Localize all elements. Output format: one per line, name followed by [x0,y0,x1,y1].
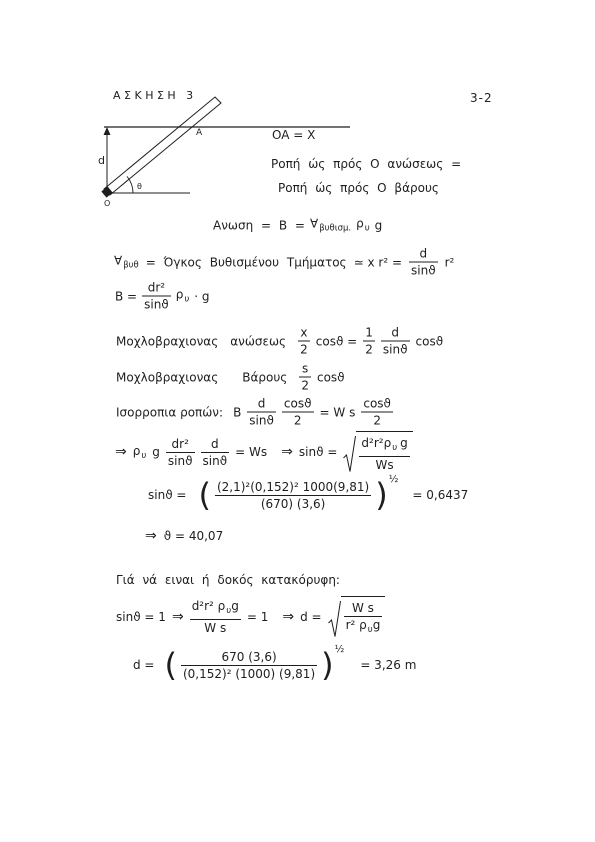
submerged-volume-symbol [310,217,351,234]
exercise-title: ΑΣΚΗΣΗ 3 [113,89,197,102]
depth-result [133,645,416,685]
fraction [247,397,276,428]
radical-sign-icon [328,600,341,638]
exponent: ½ [334,644,345,655]
implies-arrow-icon: ⇒ [115,444,127,460]
numerator: d [257,396,266,411]
lever-arm-label: Μοχλοβραχιονας [116,334,219,348]
fraction [166,437,195,468]
radicand [356,431,412,473]
rho-symbol: ρ [175,287,184,302]
submerged-volume-symbol [114,254,139,271]
fraction [201,437,230,468]
numerator [190,599,241,619]
submerged-volume-definition [114,247,454,278]
equation-text: d = [133,658,155,672]
gravity-symbol: g [231,599,239,613]
moment-statement-line-2 [278,181,439,195]
radical-sign-icon [343,435,356,473]
subscript: υ [184,294,190,305]
implies-arrow-icon: ⇒ [145,528,157,544]
gravity-symbol: g [372,618,381,632]
fraction [299,362,311,393]
fraction [361,397,393,428]
fraction [409,247,438,278]
denominator: sinϑ [411,263,436,278]
subscript: υ [226,606,232,616]
lever-arm-label: ανώσεως [230,334,287,348]
equation-text: Ανωση = B = [213,218,305,232]
equation-text: sinϑ = 1 [116,610,166,624]
left-paren: ( [164,646,177,684]
fraction [215,480,371,511]
denominator: W s [190,619,241,635]
subscript: υ [364,223,370,234]
angle-result [145,528,223,544]
denominator: (670) (3,6) [215,495,371,511]
numerator: cosϑ [363,396,391,411]
numerator-text: d²r² ρ [191,599,226,613]
denominator: 2 [361,412,393,428]
beam [104,97,221,195]
fraction [142,281,171,312]
denominator: 2 [300,342,308,357]
fraction [344,601,383,637]
gravity-symbol: g [152,445,160,459]
equation-text: · g [194,289,210,303]
vertical-equation [116,596,385,638]
numerator: d [419,246,428,261]
implies-arrow-icon: ⇒ [171,609,184,625]
square-root [328,596,386,638]
equation-text: = Ws [235,445,268,459]
numerator: d [391,325,400,340]
buoyancy-definition [213,217,382,234]
left-paren: ( [198,476,211,514]
moment-statement-line-1 [271,157,461,171]
moment-statement-text: Ροπή ώς πρός Ο βάρους [278,181,439,195]
lever-arm-buoyancy [116,326,443,357]
label-theta: θ [137,182,142,191]
oa-definition [272,128,315,142]
fraction [359,436,409,472]
square-root [343,431,412,473]
right-paren: ) [375,476,388,514]
equation-text: = Όγκος Βυθισμένου Τμήματος [145,255,347,269]
depth-arrowhead-icon [104,127,111,135]
gravity-symbol: g [400,436,408,450]
numerator: x [300,325,308,340]
equation-text: cosϑ = [315,334,358,348]
label-a: A [196,128,203,138]
denominator: sinϑ [249,413,274,428]
page-number: 3-2 [470,91,493,105]
fraction [282,397,314,428]
denominator: 2 [365,342,373,357]
equation-text: r² [444,255,455,269]
subscript: υ [392,443,398,453]
subscript: υ [141,450,147,461]
numerator: dr² [171,436,189,451]
equation-text: = W s [319,405,356,419]
water-density-symbol [176,288,190,305]
denominator-text: r² ρ [345,618,367,632]
right-paren: ) [321,646,334,684]
denominator: sinϑ [167,453,193,468]
denominator: 2 [301,378,309,393]
label-o: O [104,199,111,208]
numerator: W s [351,601,374,615]
volume-symbol: ∀ [309,216,319,231]
condition-text: Γιά νά ειναι ή δοκός κατακόρυφη: [116,573,340,587]
numerator: 1 [365,325,373,340]
fraction [381,326,410,357]
equation-text: cosϑ [316,370,345,384]
denominator: (0,152)² (1000) (9,81) [182,666,316,681]
result-value: = 0,6437 [412,488,469,502]
sin-theta-numeric [148,475,468,515]
denominator: sinϑ [382,342,408,357]
subscript: βυθ [123,260,139,271]
radicand [341,596,386,638]
subscript: υ [367,625,373,635]
moment-statement-text: Ροπή ώς πρός Ο ανώσεως = [271,157,462,171]
fraction [181,650,317,681]
equation-text: cosϑ [415,334,444,348]
label-d: d [98,154,105,167]
equation-text: sinϑ = [298,445,338,459]
exponent: ½ [388,474,399,485]
rho-symbol: ρ [132,443,141,458]
implies-arrow-icon: ⇒ [282,609,295,625]
equation-text: sinϑ = [148,488,187,502]
buoyancy-symbol: B [233,405,242,419]
fraction [363,326,375,357]
denominator: 2 [282,412,314,428]
sin-theta-derivation [115,431,413,473]
numerator: dr² [147,280,166,295]
result-value: = 3,26 m [360,658,417,672]
subscript: βυθισμ. [319,223,352,234]
denominator: sinϑ [144,297,169,312]
equation-text: ≃ x r² = [353,255,402,269]
numerator: (2,1)²(0,152)² 1000(9,81) [216,479,370,494]
equation-text: B = [115,289,138,303]
lever-arm-label: Μοχλοβραχιονας [116,370,219,384]
denominator: Ws [359,456,409,472]
water-density-symbol [356,217,370,234]
denominator: sinϑ [202,453,228,468]
fraction [190,599,241,635]
numerator: cosϑ [283,396,312,411]
implies-arrow-icon: ⇒ [281,444,293,460]
moment-balance [116,397,393,428]
pivot-block [101,186,112,197]
vertical-condition [116,573,340,587]
result-value: ϑ = 40,07 [163,529,224,543]
numerator: 670 (3,6) [221,649,277,664]
fraction [298,326,310,357]
lever-arm-label: Βάρους [242,370,288,384]
equation-label: Ισορροπια ροπών: [116,405,224,419]
numerator: d [211,436,219,451]
numerator: s [302,361,309,376]
rho-symbol: ρ [356,216,364,231]
equation-text: = 1 [246,610,269,624]
lever-arm-weight [116,362,345,393]
equation-text: d = [300,610,322,624]
oa-definition-text: OA = X [272,128,316,142]
water-density-symbol [133,444,147,461]
volume-symbol: ∀ [114,253,123,268]
gravity-symbol: g [374,218,383,232]
denominator [344,616,383,637]
buoyancy-force-equation [115,281,210,312]
numerator-text: d²r²ρ [361,436,392,450]
numerator [359,436,409,456]
